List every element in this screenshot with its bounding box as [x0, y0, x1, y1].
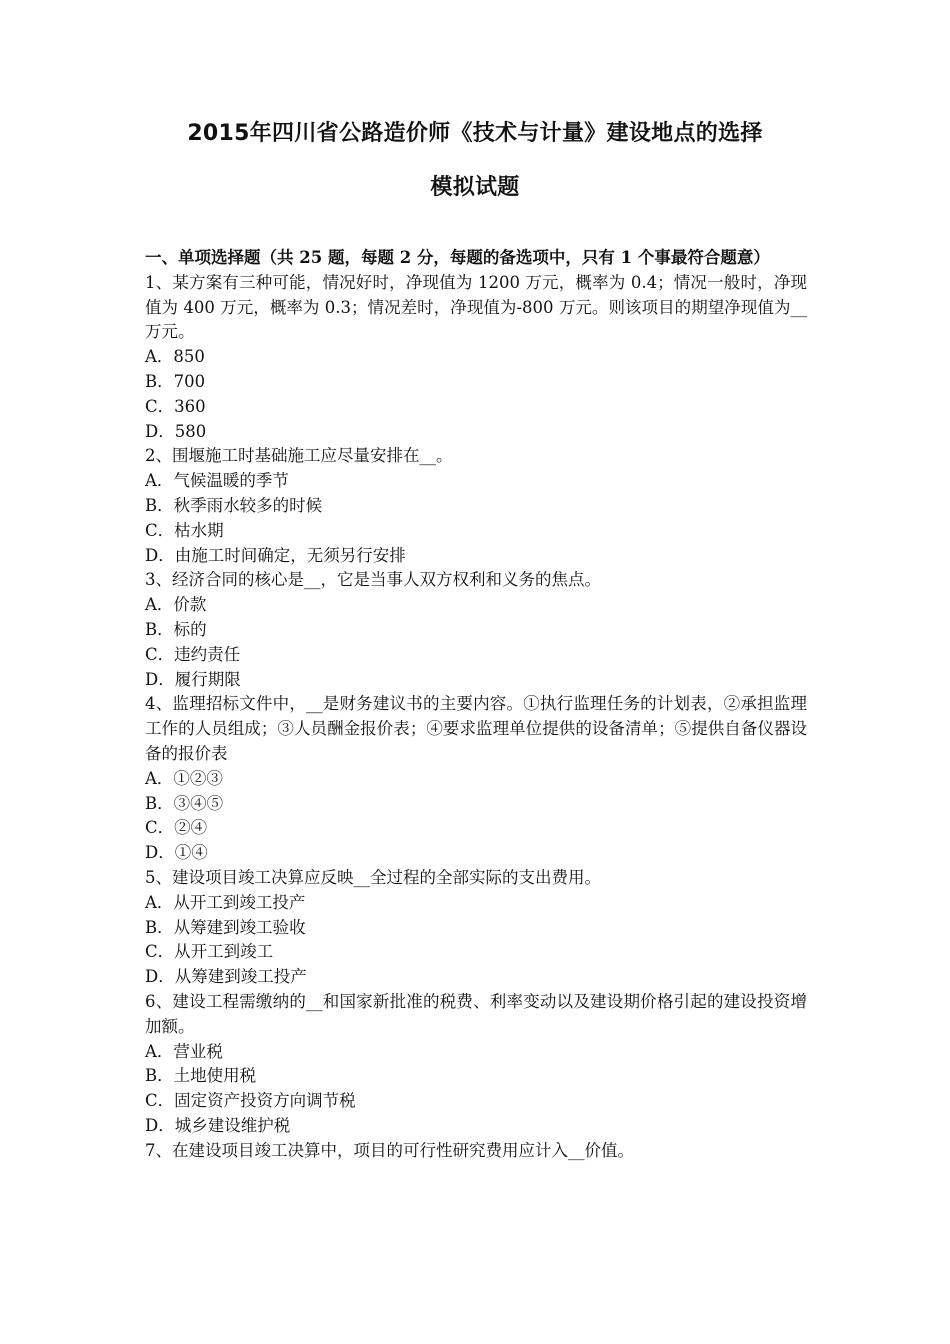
question-2: [145, 444, 807, 568]
question-1: [145, 271, 807, 445]
option-c: C．枯水期: [145, 520, 224, 540]
question-4: [145, 692, 807, 866]
document-body: [145, 246, 807, 1163]
question-text: 7、在建设项目竣工决算中，项目的可行性研究费用应计入__价值。: [145, 1140, 634, 1160]
option-a: A．价款: [145, 595, 207, 615]
section-heading: 一、单项选择题（共 25 题，每题 2 分，每题的备选项中，只有 1 个事最符合题意）: [145, 248, 770, 267]
question-7: [145, 1139, 807, 1164]
option-b: B．土地使用税: [145, 1066, 257, 1086]
option-c: C．②④: [145, 818, 208, 838]
option-a: A．从开工到竣工投产: [145, 892, 306, 912]
option-d: D．城乡建设维护税: [145, 1115, 291, 1135]
option-c: C．违约责任: [145, 644, 241, 664]
option-b: B．标的: [145, 619, 207, 639]
question-6: [145, 990, 807, 1139]
question-text: 3、经济合同的核心是__，它是当事人双方权利和义务的焦点。: [145, 570, 601, 590]
option-d: D．①④: [145, 843, 208, 863]
option-b: B．从筹建到竣工验收: [145, 917, 306, 937]
question-5: [145, 866, 807, 990]
question-text: 5、建设项目竣工决算应反映__全过程的全部实际的支出费用。: [145, 867, 601, 887]
option-d: D．由施工时间确定，无须另行安排: [145, 545, 406, 565]
option-a: A．气候温暖的季节: [145, 471, 289, 491]
document-title-line1: 2015年四川省公路造价师《技术与计量》建设地点的选择: [187, 121, 763, 146]
option-a: A．①②③: [145, 768, 223, 788]
option-b: B．秋季雨水较多的时候: [145, 495, 323, 515]
option-a: A．营业税: [145, 1041, 223, 1061]
option-d: D．从筹建到竣工投产: [145, 967, 307, 987]
option-b: B．700: [145, 371, 206, 391]
question-text: 2、围堰施工时基础施工应尽量安排在__。: [145, 446, 453, 466]
option-d: D．履行期限: [145, 669, 241, 689]
option-c: C．固定资产投资方向调节税: [145, 1091, 356, 1111]
option-c: C．从开工到竣工: [145, 942, 274, 962]
option-d: D．580: [145, 421, 207, 441]
document-title-line2: 模拟试题: [430, 175, 520, 200]
question-text: 1、某方案有三种可能，情况好时，净现值为 1200 万元，概率为 0.4；情况一般时，净现值为 400 万元，概率为 0.3；情况差时，净现值为-800 万元。则该项目的期望净现值为__万元。: [145, 272, 807, 342]
question-3: [145, 568, 807, 692]
question-text: 4、监理招标文件中，__是财务建议书的主要内容。①执行监理任务的计划表，②承担监理工作的人员组成；③人员酬金报价表；④要求监理单位提供的设备清单；⑤提供自备仪器设备的报价表: [145, 694, 807, 763]
question-text: 6、建设工程需缴纳的__和国家新批准的税费、利率变动以及建设期价格引起的建设投资增加额。: [145, 991, 807, 1036]
option-c: C．360: [145, 396, 206, 416]
option-b: B．③④⑤: [145, 793, 224, 813]
option-a: A．850: [145, 347, 205, 367]
